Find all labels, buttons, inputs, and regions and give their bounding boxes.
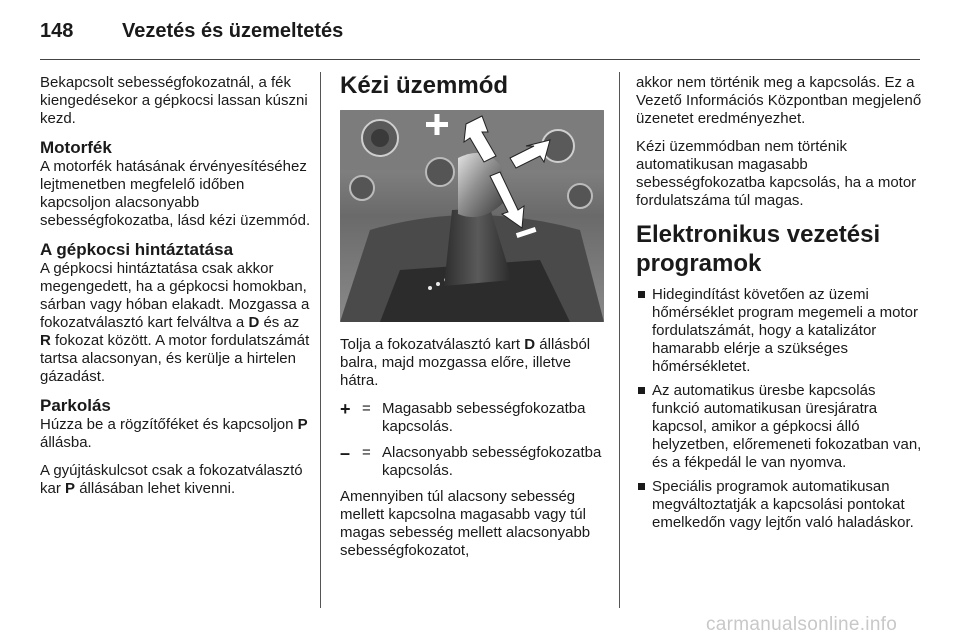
column-2 (340, 72, 606, 570)
parkolas-paragraph-1: Húzza be a rögzítőféket és kapcsoljon P állásba. (40, 416, 308, 451)
hintaztatas-paragraph: A gépkocsi hintáztatása csak akkor megengedett, ha a gépkocsi homokban, sárban vagy hóban elakadt. Mozgassa a fokozatválasztó kart felváltva a D és az R fokozat között. A motor fordulatszámát tartsa alacsonyan, és kerülje a hirtelen gázadást. (40, 260, 310, 385)
gear-key-r: R (40, 332, 51, 349)
section-heading-hintaztatas: A gépkocsi hintáztatása (40, 240, 234, 259)
manual-mode-instruction: Tolja a fokozatválasztó kart D állásból balra, majd mozgassa előre, illetve hátra. (340, 336, 591, 389)
section-heading-kezi-uzemmod: Kézi üzemmód (340, 72, 509, 99)
intro-paragraph: Bekapcsolt sebességfokozatnál, a fék kiengedésekor a gépkocsi lassan kúszni kezd. (40, 74, 308, 127)
header-divider (40, 59, 920, 60)
list-item: Az automatikus üresbe kapcsolás funkció automatikusan üresjáratra kapcsol, amikor a gépkocsi álló helyzetben, előremeneti fokozatban van, és a fékpedál le van nyomva. (636, 382, 926, 472)
gear-key-d: D (524, 336, 536, 353)
parkolas-paragraph-2: A gyújtáskulcsot csak a fokozatválasztó kar P állásában lehet kivenni. (40, 462, 303, 497)
chapter-title: Vezetés és üzemeltetés (122, 20, 344, 42)
gear-key-d: D (248, 314, 260, 331)
section-heading-parkolas: Parkolás (40, 396, 111, 415)
gear-key-p: P (297, 416, 308, 433)
page-header (40, 14, 920, 54)
plus-symbol: + (340, 399, 351, 419)
column-1 (40, 74, 312, 508)
column-divider-2 (619, 72, 620, 608)
definition-upshift: + = Magasabb sebességfokozatba kapcsolás. (340, 400, 606, 436)
manual-mode-note: Amennyiben túl alacsony sebesség mellett kapcsolna magasabb vagy túl magas sebesség mellett alacsonyabb sebességfokozatot, (340, 488, 591, 559)
definition-text: Magasabb sebességfokozatba kapcsolás. (382, 400, 586, 435)
minus-symbol: – (340, 443, 351, 463)
continuation-paragraph: akkor nem történik meg a kapcsolás. Ez a Vezető Információs Központban megjelenő üzenetet eredményezhet. (636, 74, 922, 127)
page-number: 148 (40, 20, 74, 42)
watermark: carmanualsonline.info (706, 614, 898, 635)
gear-selector-photo (340, 110, 604, 322)
gear-key-p: P (65, 480, 76, 497)
definition-downshift: – = Alacsonyabb sebességfokozatba kapcsolás. (340, 444, 606, 480)
manual-mode-paragraph: Kézi üzemmódban nem történik automatikusan magasabb sebességfokozatba kapcsolás, ha a motor fordulatszáma túl magas. (636, 138, 917, 209)
column-divider-1 (320, 72, 321, 608)
list-item: Hidegindítást követően az üzemi hőmérséklet program megemeli a motor fordulatszámát, hogy a katalizátor hamarabb elérje a szükséges hőmérsékletet. (636, 286, 926, 376)
section-heading-motorfek: Motorfék (40, 138, 112, 157)
list-item: Speciális programok automatikusan megváltoztatják a kapcsolási pontokat emelkedőn vagy lejtőn való haladáskor. (636, 478, 926, 532)
driving-programs-list (636, 286, 926, 532)
motorfek-paragraph: A motorfék hatásának érvényesítéséhez lejtmenetben megfelelő időben kapcsoljon alacsonyabb sebességfokozatba, lásd kézi üzemmód. (40, 158, 311, 229)
definition-text: Alacsonyabb sebességfokozatba kapcsolás. (382, 444, 602, 479)
section-heading-driving-programs: Elektronikus vezetési programok (636, 221, 881, 277)
column-3 (636, 74, 926, 538)
